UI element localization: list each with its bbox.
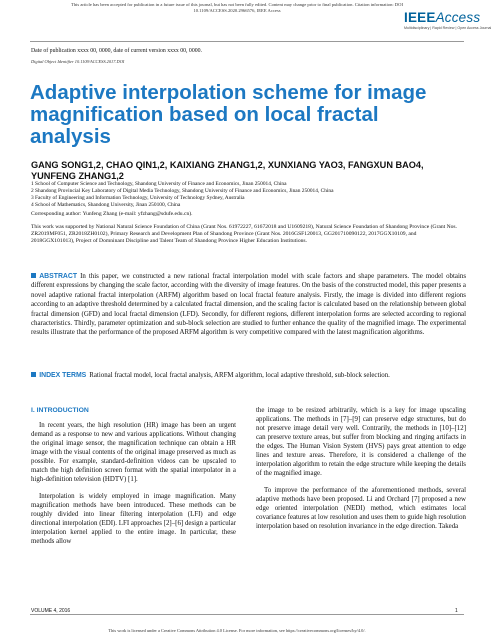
logo-brand-italic: Access [435, 10, 481, 25]
abstract-square-icon [31, 273, 36, 278]
author-line-1: GANG SONG1,2, CHAO QIN1,2, KAIXIANG ZHANG1,2, XUNXIANG YAO3, FANGXUN BAO4, [31, 160, 424, 170]
paper-title: Adaptive interpolation scheme for image magnification based on local fractal analysis [30, 81, 427, 148]
affiliation-4: 4 School of Mathematics, Shandong University, Jinan 250100, China [31, 201, 181, 208]
license-note: This work is licensed under a Creative Commons Attribution 4.0 License. For more information, see https://creativecommons.org/licenses/by/4.0/. [108, 628, 366, 633]
logo-brand-bold: IEEE [404, 10, 436, 25]
doi-line: Digital Object Identifier 10.1109/ACCESS.2017.DOI [31, 59, 125, 64]
top-notice-line1: This article has been accepted for publication in a future issue of this journal, but has not been fully edited. Content may change prior to final publication. Citation information: DOI [71, 2, 403, 7]
footer-rule [30, 614, 464, 615]
publication-dates: Date of publication xxxx 00, 0000, date of current version xxxx 00, 0000. [31, 48, 202, 54]
affiliation-2: 2 Shandong Provincial Key Laboratory of Digital Media Technology, Shandong University of Finance and Economics, Jinan 250014, China [31, 187, 334, 194]
intro-paragraph-4: To improve the performance of the aforementioned methods, several adaptive methods have been proposed. Li and Orchard [7] proposed a new edge oriented interpolation (NEDI) method, which estimates local covariance features at low resolution and uses them to guide high resolution interpolation based on resolution invariance in the edge direction. Takeda [256, 487, 466, 530]
right-column [256, 406, 466, 531]
top-notice [0, 2, 474, 14]
index-terms-text: Rational fractal model, local fractal analysis, ARFM algorithm, local adaptive threshold, sub-block selection. [89, 372, 390, 379]
funding-statement: This work was supported by National Natural Science Foundation of China (Grant Nos. 61972227, 61672018 and U1609218), Natural Science Foundation of Shandong Province (Grant Nos. ZR2019MF051, ZR2018ZH0102), Primary Research and Development Plan of Shandong Province (Grant Nos. 2016GSF120013, GG201710090122, 2017GGX10109, and 2018GGX101013), Project of Domninant Discipline and Talent Team of Shandong Province Higher Education Institutions. [31, 224, 457, 244]
header-rule [30, 41, 464, 42]
author-line-2: YUNFENG ZHANG1,2 [31, 171, 124, 181]
corresponding-author: Corresponding author: Yunfeng Zhang (e-mail: yfzhang@sdufe.edu.cn). [31, 211, 193, 217]
affiliation-3: 3 Faculty of Engineering and Information Technology, University of Technology Sydney, Australia [31, 194, 245, 201]
index-terms-square-icon [31, 372, 36, 377]
affiliations [31, 181, 461, 209]
volume-label: VOLUME 4, 2016 [31, 608, 71, 614]
index-terms-block [31, 371, 451, 380]
abstract-label: ABSTRACT [39, 273, 78, 280]
intro-paragraph-2: Interpolation is widely employed in image magnification. Many magnification methods have been introduced. These methods can be roughly divided into linear filtering interpolation (LFI) and edge directional interpolation (EDI). LFI approaches [2]–[6] design a particular interpolation kernel applied to the entire image. In particular, these methods allow [31, 493, 236, 545]
abstract-text: In this paper, we constructed a new rational fractal interpolation model with scale factors and shape parameters. The model obtains different expressions by changing the scale factor, according with the diversity of image features. On the basis of the constructed model, this paper presents a novel adaptive rational fractal interpolation (ARFM) algorithm based on local fractal feature analysis. Firstly, the image is divided into different regions according to an adaptive threshold determined by a calculated fractal dimension, and the scaling factor is calculated based on the relationship between global fractal dimension (GFD) and local fractal dimension (LFD). Secondly, for different regions, different interpolation forms are selected according to regional characteristics. Thirdly, parameter optimization and sub-block selection are studied to further enhance the quality of the magnified image. The experimental results illustrate that the performance of the proposed ARFM algorithm is very competitive compared with the latest magnification algorithms. [31, 273, 466, 337]
intro-paragraph-1: In recent years, the high resolution (HR) image has been an urgent demand as a response to new and various applications. Without changing the original image sensor, the magnification technique can obtain a HR image with the visual contents of the original image preserved as much as possible. For example, standard-definition videos can be upscaled to match the high definition screen format with the spatial interpolator in a high-definition television (HDTV) [1]. [31, 422, 236, 483]
author-list [31, 160, 451, 182]
page-number: 1 [455, 608, 458, 614]
index-terms-label: INDEX TERMS [39, 372, 87, 379]
intro-paragraph-3: the image to be resized arbitrarily, which is a key for image upscaling applications. The methods in [7]–[9] can preserve edge structures, but do not preserve image detail very well. Contrarily, the methods in [10]–[12] can preserve texture areas, but suffer from blocking and ringing artifacts in the edges. The Human Vision System (HVS) pays great attention to edge lines and texture areas. Therefore, it is considered a challenge of the interpolation algorithm to retain the edge structure while keeping the details of the magnified image. [256, 407, 466, 477]
top-notice-line2: 10.1109/ACCESS.2020.2966576, IEEE Access [193, 8, 281, 13]
ieee-access-logo [404, 10, 491, 30]
abstract-block [31, 272, 466, 338]
section-heading-introduction: I. INTRODUCTION [31, 407, 89, 414]
affiliation-1: 1 School of Computer Science and Technology, Shandong University of Finance and Economics, Jinan 250014, China [31, 181, 287, 187]
logo-wordmark [404, 10, 481, 25]
left-column [31, 421, 236, 546]
logo-tagline: Multidisciplinary | Rapid Review | Open Access Journal [404, 26, 491, 30]
